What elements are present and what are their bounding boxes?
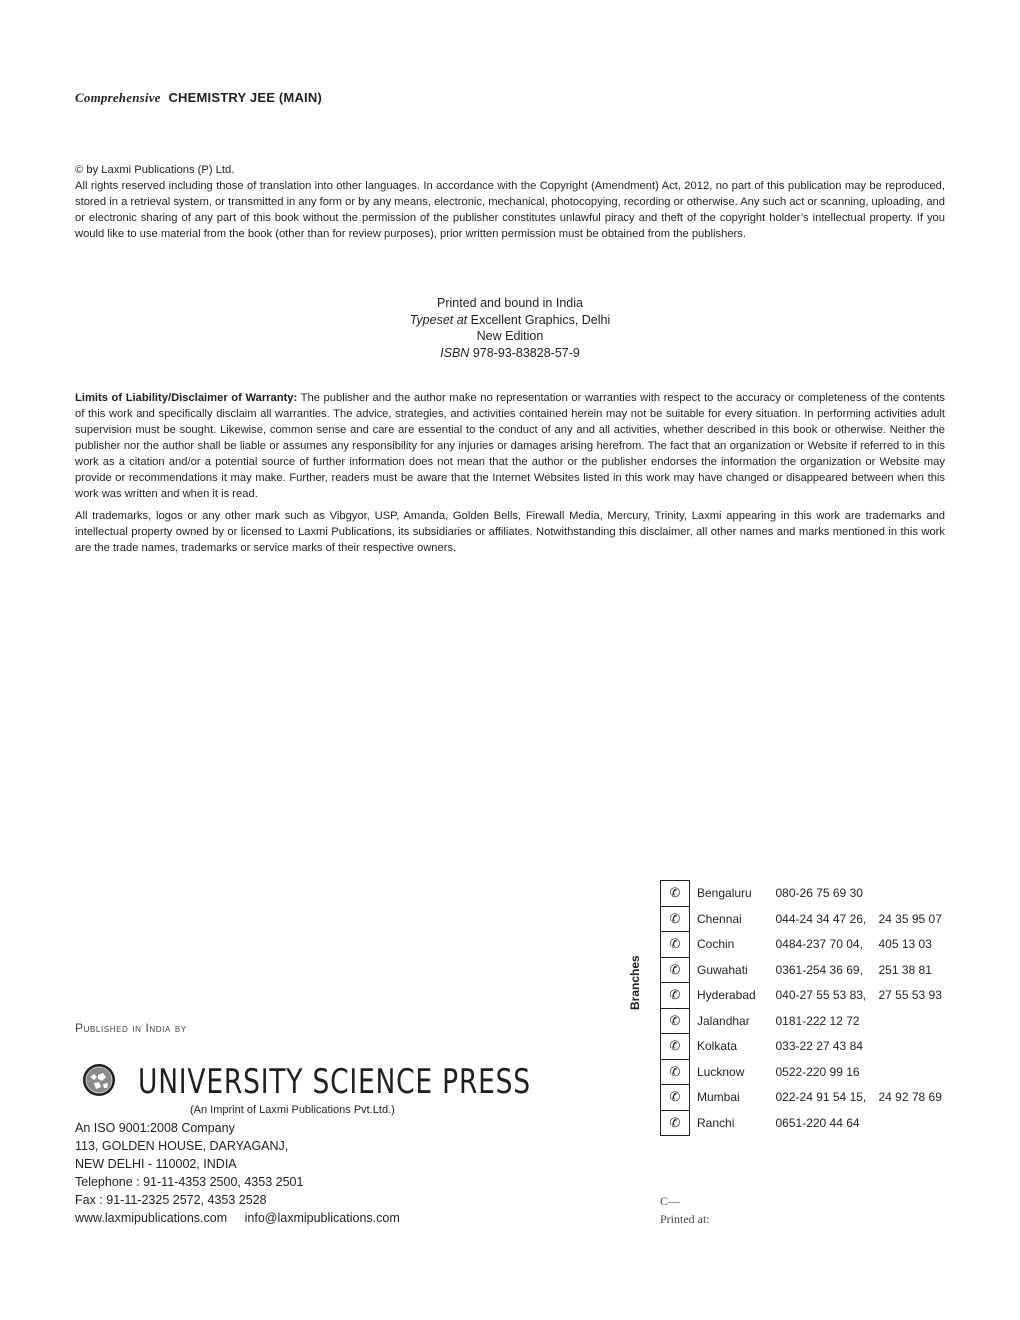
branch-row — [661, 983, 949, 1009]
publisher-logo-imprint: (An Imprint of Laxmi Publications Pvt.Ltd.) — [190, 1104, 395, 1116]
branch-row — [661, 957, 949, 983]
branch-phone-1: 0361-254 36 69, — [775, 962, 863, 977]
trademarks-block — [75, 508, 945, 556]
typeset-label: Typeset at — [409, 312, 468, 327]
running-head-title: CHEMISTRY JEE (MAIN) — [168, 90, 322, 105]
copyright-body: All rights reserved including those of translation into other languages. In accordance with the Copyright (Amendment) Act, 2012, no part of this publication may be reproduced, stored in a retrieval system, or transmitted in any form or by any means, electronic, mechanical, photocopying, recording or otherwise. Any such act or scanning, uploading, and or electronic sharing of any part of this book without the permission of the publisher constitutes unlawful piracy and theft of the copyright holder’s intellectual property. If you would like to use material from the book (other than for review purposes), prior written permission must be obtained from the publishers. — [75, 180, 945, 240]
branch-phone-1: 0651-220 44 64 — [775, 1115, 860, 1130]
branch-city: Jalandhar — [697, 1013, 750, 1028]
branch-phone-1: 022-24 91 54 15, — [775, 1090, 867, 1105]
branch-phone-2: 24 92 78 69 — [878, 1090, 942, 1105]
branch-row — [661, 1034, 949, 1060]
edition-line: New Edition — [476, 329, 544, 343]
branch-row — [661, 1085, 949, 1111]
phone-icon: ✆ — [661, 957, 690, 983]
globe-logo-icon — [82, 1063, 116, 1097]
branch-phone-2: 27 55 53 93 — [878, 988, 942, 1003]
iso-line: An ISO 9001:2008 Company — [75, 1121, 235, 1135]
printed-line: Printed and bound in India — [437, 296, 583, 310]
phone-icon: ✆ — [661, 932, 690, 958]
branch-row — [661, 1008, 949, 1034]
branch-phone-1: 033-22 27 43 84 — [775, 1039, 863, 1054]
branch-city: Mumbai — [697, 1090, 740, 1105]
running-head-script: Comprehensive — [75, 90, 161, 105]
branch-row — [661, 932, 949, 958]
branch-city: Bengaluru — [697, 886, 752, 901]
phone-icon: ✆ — [661, 906, 690, 932]
print-info — [75, 295, 945, 361]
trademarks-text: All trademarks, logos or any other mark such as Vibgyor, USP, Amanda, Golden Bells, Firewall Media, Mercury, Trinity, Laxmi appearing in this work are trademarks and intellectual property owned by or licensed to Laxmi Publications, its subsidiaries or affiliates. Notwithstanding this disclaimer, all other names and marks mentioned in this work are the trade names, trademarks or service marks of their respective owners. — [75, 510, 945, 554]
branch-row — [661, 1110, 949, 1136]
phone-icon: ✆ — [661, 1110, 690, 1136]
branch-phone-2 — [879, 1008, 949, 1034]
running-head — [75, 90, 322, 106]
phone-icon: ✆ — [661, 1008, 690, 1034]
published-label: Published in India by — [75, 1021, 187, 1035]
publisher-address — [75, 1119, 400, 1227]
branch-phone-2 — [879, 1034, 949, 1060]
branch-phone-1: 080-26 75 69 30 — [775, 886, 863, 901]
fax-line: Fax : 91-11-2325 2572, 4353 2528 — [75, 1193, 267, 1207]
copyright-block — [75, 162, 945, 242]
telephone-line: Telephone : 91-11-4353 2500, 4353 2501 — [75, 1175, 304, 1189]
branch-phone-2 — [879, 1059, 949, 1085]
branch-city: Guwahati — [697, 962, 748, 977]
printed-at-label: Printed at: — [660, 1212, 710, 1226]
phone-icon: ✆ — [661, 881, 690, 907]
branch-phone-2 — [879, 881, 949, 907]
branch-phone-1: 0484-237 70 04, — [775, 937, 863, 952]
branch-phone-1: 040-27 55 53 83, — [775, 988, 867, 1003]
branch-row — [661, 906, 949, 932]
branch-phone-1: 044-24 34 47 26, — [775, 911, 867, 926]
disclaimer-body: The publisher and the author make no representation or warranties with respect to the accuracy or completeness of the contents of this work and specifically disclaim all warranties. The advice, strategies, and activities contained herein may not be suitable for every situation. In performing activities adult supervision must be sought. Likewise, common sense and care are essential to the conduct of any and all activities, whether described in this book or otherwise. Neither the publisher nor the author shall be liable or assumes any responsibility for any injuries or damages arising herefrom. The fact that an organization or Website if referred to in this work as a citation and/or a potential source of further information does not mean that the author or the publisher endorses the information the organization or Website may provide or recommendations it may make. Further, readers must be aware that the Internet Websites listed in this work may have changed or disappeared between when this work was written and when it is read. — [75, 392, 945, 500]
colophon — [660, 1192, 710, 1228]
branch-phone-1: 0181-222 12 72 — [775, 1013, 860, 1028]
disclaimer-heading: Limits of Liability/Disclaimer of Warranty: — [75, 392, 298, 404]
isbn-line — [75, 345, 945, 362]
branch-city: Ranchi — [697, 1115, 735, 1130]
branch-row — [661, 1059, 949, 1085]
branch-phone-2: 24 35 95 07 — [878, 911, 942, 926]
disclaimer-block — [75, 390, 945, 502]
address-line-1: 113, GOLDEN HOUSE, DARYAGANJ, — [75, 1139, 289, 1153]
branches-label: Branches — [628, 955, 642, 1010]
phone-icon: ✆ — [661, 1085, 690, 1111]
email-link[interactable]: info@laxmipublications.com — [244, 1211, 400, 1225]
colophon-code: C— — [660, 1194, 681, 1208]
branch-phone-2: 405 13 03 — [878, 937, 932, 952]
branch-phone-2: 251 38 81 — [878, 962, 932, 977]
branch-city: Hyderabad — [697, 988, 756, 1003]
website-link[interactable]: www.laxmipublications.com — [75, 1211, 228, 1225]
branch-city: Cochin — [697, 937, 735, 952]
phone-icon: ✆ — [661, 1034, 690, 1060]
branch-city: Lucknow — [697, 1064, 745, 1079]
phone-icon: ✆ — [661, 983, 690, 1009]
branch-city: Chennai — [697, 911, 742, 926]
disclaimer-paragraph — [75, 390, 945, 502]
branch-phone-1: 0522-220 99 16 — [775, 1064, 860, 1079]
isbn-value: 978-93-83828-57-9 — [472, 345, 580, 360]
typeset-line — [75, 312, 945, 329]
branch-city: Kolkata — [697, 1039, 738, 1054]
branch-phone-2 — [879, 1110, 949, 1136]
copyright-line: © by Laxmi Publications (P) Ltd. — [75, 164, 235, 176]
address-line-2: NEW DELHI - 110002, INDIA — [75, 1157, 237, 1171]
phone-icon: ✆ — [661, 1059, 690, 1085]
branches-table — [660, 880, 949, 1136]
isbn-label: ISBN — [440, 345, 470, 360]
typeset-value: Excellent Graphics, Delhi — [470, 312, 611, 327]
publisher-logo-name: UNIVERSITY SCIENCE PRESS — [138, 1062, 531, 1102]
branch-row — [661, 881, 949, 907]
web-line — [75, 1209, 400, 1227]
